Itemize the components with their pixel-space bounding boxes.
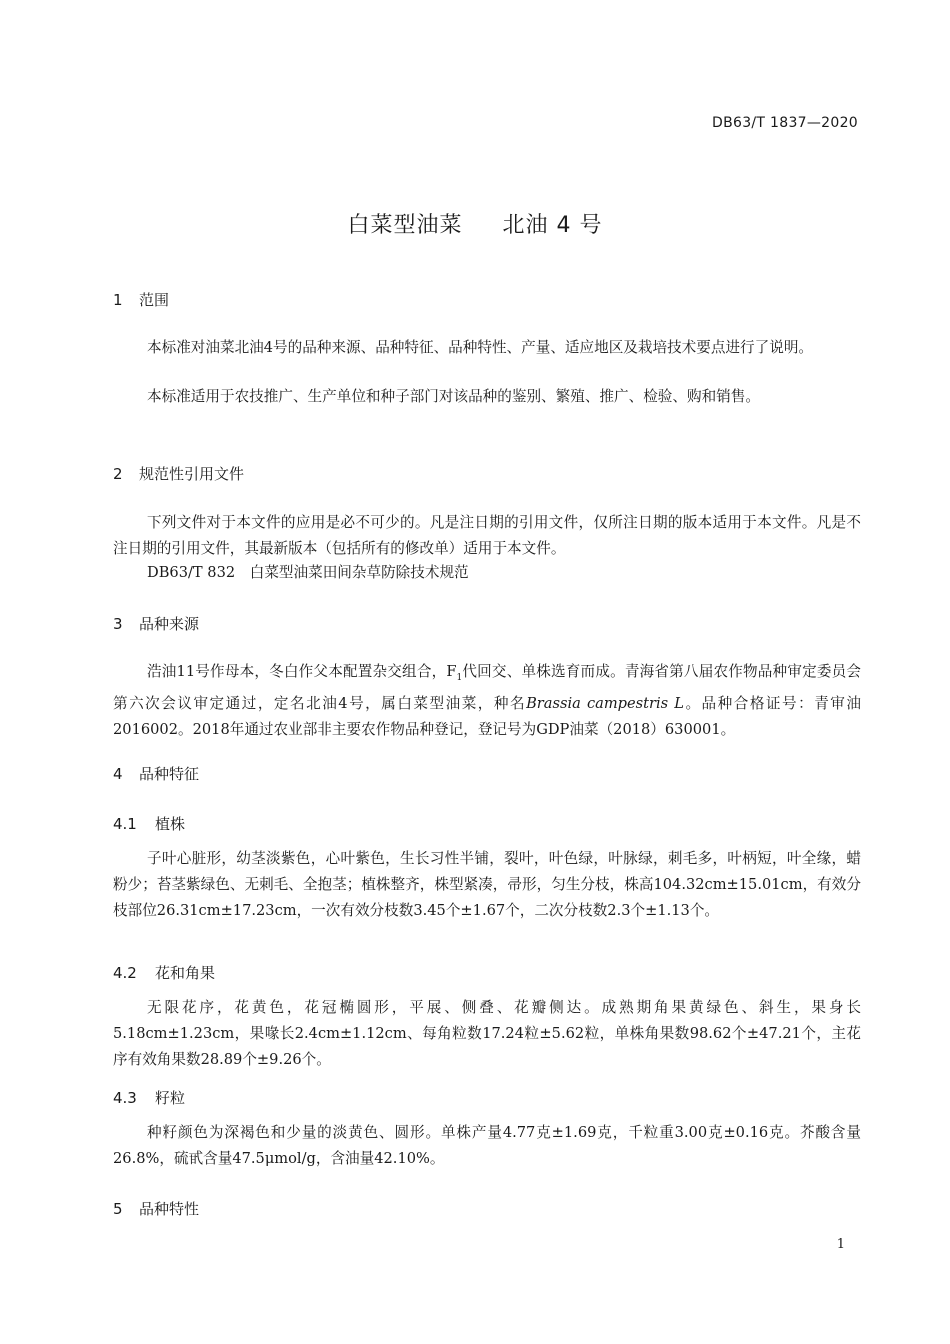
- page-number: 1: [836, 1237, 845, 1252]
- origin-paragraph: 浩油11号作母本，冬白作父本配置杂交组合，$F_1$代回交、单株选育而成。青海省第八届农作物品种审定委员会第六次会议审定通过，定名北油4号，属白菜型油菜，种名Brassia campestris L。品种合格证号：青审油2016002。2018年通过农业部非主要农作物品种登记，登记号为GDP油菜（2018）630001。: [113, 663, 861, 738]
- standard-code: DB63/T 1837—2020: [712, 115, 858, 131]
- section-title: 规范性引用文件: [139, 465, 245, 483]
- section-number: 2: [113, 465, 123, 483]
- scope-paragraph-1: 本标准对油菜北油4号的品种来源、品种特征、品种特性、产量、适应地区及栽培技术要点进行了说明。: [147, 339, 814, 356]
- references-paragraph: 下列文件对于本文件的应用是必不可少的。凡是注日期的引用文件，仅所注日期的版本适用于本文件。凡是不注日期的引用文件，其最新版本（包括所有的修改单）适用于本文件。: [113, 514, 861, 557]
- subsection-title: 花和角果: [155, 964, 216, 982]
- subsection-heading-4-3: [113, 1087, 185, 1108]
- title-variety-type: 白菜型油菜: [347, 213, 463, 238]
- seed-paragraph: 种籽颜色为深褐色和少量的淡黄色、圆形。单株产量4.77克±1.69克，千粒重3.00克±0.16克。芥酸含量26.8%，硫甙含量47.5μmol/g，含油量42.10%。: [113, 1124, 861, 1167]
- subsection-number: 4.1: [113, 815, 137, 833]
- subsection-heading-4-1: [113, 813, 185, 834]
- section-title: 品种特征: [139, 765, 200, 783]
- reference-item: DB63/T 832 白菜型油菜田间杂草防除技术规范: [147, 564, 469, 581]
- subsection-title: 籽粒: [155, 1089, 186, 1107]
- subsection-number: 4.3: [113, 1089, 137, 1107]
- section-title: 范围: [139, 291, 170, 309]
- subsection-title: 植株: [155, 815, 186, 833]
- section-heading-4: [113, 763, 199, 784]
- section-heading-1: [113, 289, 169, 310]
- section-heading-5: [113, 1198, 199, 1219]
- section-heading-2: [113, 463, 244, 484]
- section-title: 品种来源: [139, 615, 200, 633]
- section-heading-3: [113, 613, 199, 634]
- subsection-heading-4-2: [113, 962, 215, 983]
- scope-paragraph-2: 本标准适用于农技推广、生产单位和种子部门对该品种的鉴别、繁殖、推广、检验、购和销售。: [147, 388, 760, 405]
- page-title: [0, 208, 950, 239]
- section-number: 4: [113, 765, 123, 783]
- flower-pod-paragraph: 无限花序，花黄色，花冠椭圆形，平展、侧叠、花瓣侧达。成熟期角果黄绿色、斜生，果身长5.18cm±1.23cm，果喙长2.4cm±1.12cm、每角粒数17.24粒±5.62粒，单株角果数98.62个±47.21个，主花序有效角果数28.89个±9.26个。: [113, 999, 861, 1068]
- section-number: 5: [113, 1200, 123, 1218]
- subsection-number: 4.2: [113, 964, 137, 982]
- section-number: 3: [113, 615, 123, 633]
- section-title: 品种特性: [139, 1200, 200, 1218]
- plant-paragraph: 子叶心脏形，幼茎淡紫色，心叶紫色，生长习性半铺，裂叶，叶色绿，叶脉绿，刺毛多，叶柄短，叶全缘，蜡粉少；苔茎紫绿色、无刺毛、全抱茎；植株整齐，株型紧凑，帚形，匀生分枝，株高104.32cm±15.01cm，有效分枝部位26.31cm±17.23cm，一次有效分枝数3.45个±1.67个，二次分枝数2.3个±1.13个。: [113, 850, 861, 919]
- title-variety-name: 北油 4 号: [502, 213, 603, 238]
- section-number: 1: [113, 291, 123, 309]
- latin-species-name: Brassia campestris L: [526, 694, 684, 712]
